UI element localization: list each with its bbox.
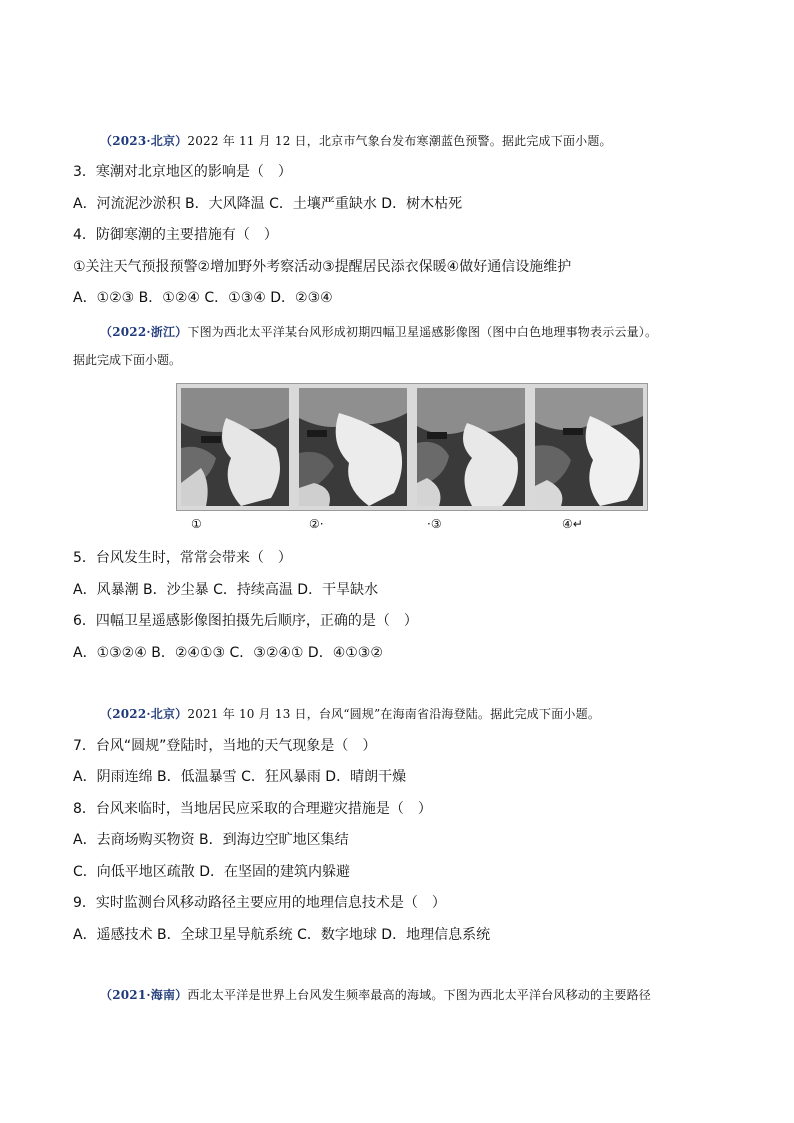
section4-source: （2021·海南）	[100, 988, 188, 1002]
figure-label-4: ④↵	[562, 517, 583, 531]
question-8-options-1: A．去商场购买物资 B．到海边空旷地区集结	[73, 832, 349, 848]
question-4-items: ①关注天气预报预警②增加野外考察活动③提醒居民添衣保暖④做好通信设施维护	[73, 259, 572, 275]
figure-label-1: ①	[191, 517, 202, 531]
section2-intro-text: 下图为西北太平洋某台风形成初期四幅卫星遥感影像图（图中白色地理事物表示云量）。	[187, 325, 658, 339]
section3-source: （2022·北京）	[100, 707, 188, 721]
section3-intro-text: 2021 年 10 月 13 日，台风“圆规”在海南省沿海登陆。据此完成下面小题。	[187, 707, 601, 721]
section4-intro-text: 西北太平洋是世界上台风发生频率最高的海域。下图为西北太平洋台风移动的主要路径	[187, 988, 651, 1002]
section2-source: （2022·浙江）	[100, 325, 188, 339]
question-9-options: A．遥感技术 B．全球卫星导航系统 C．数字地球 D．地理信息系统	[73, 927, 491, 943]
question-4: 4．防御寒潮的主要措施有（ ）	[73, 227, 278, 243]
satellite-image-4	[535, 388, 643, 506]
satellite-image-1	[181, 388, 289, 506]
section2-intro-cont: 据此完成下面小题。	[73, 353, 182, 367]
section1-intro	[100, 131, 612, 151]
section1-intro-text: 2022 年 11 月 12 日，北京市气象台发布寒潮蓝色预警。据此完成下面小题。	[187, 134, 612, 148]
section2-intro	[100, 322, 657, 342]
question-3-options: A．河流泥沙淤积 B．大风降温 C．土壤严重缺水 D．树木枯死	[73, 196, 463, 212]
question-8-options-2: C．向低平地区疏散 D．在坚固的建筑内躲避	[73, 864, 351, 880]
question-7-options: A．阴雨连绵 B．低温暴雪 C．狂风暴雨 D．晴朗干燥	[73, 769, 407, 785]
satellite-image-2	[299, 388, 407, 506]
question-8: 8．台风来临时，当地居民应采取的合理避灾措施是（ ）	[73, 801, 432, 817]
question-6-options: A．①③②④ B．②④①③ C．③②④① D．④①③②	[73, 645, 383, 661]
section1-source: （2023·北京）	[100, 134, 188, 148]
question-7: 7．台风“圆规”登陆时，当地的天气现象是（ ）	[73, 738, 377, 754]
question-9: 9．实时监测台风移动路径主要应用的地理信息技术是（ ）	[73, 895, 446, 911]
question-3: 3．寒潮对北京地区的影响是（ ）	[73, 164, 292, 180]
question-4-options: A．①②③ B．①②④ C．①③④ D．②③④	[73, 290, 333, 306]
question-5-options: A．风暴潮 B．沙尘暴 C．持续高温 D．干旱缺水	[73, 582, 379, 598]
question-5: 5．台风发生时，常常会带来（ ）	[73, 550, 292, 566]
question-6: 6．四幅卫星遥感影像图拍摄先后顺序，正确的是（ ）	[73, 613, 418, 629]
section4-intro	[100, 985, 651, 1005]
section3-intro	[100, 704, 600, 724]
satellite-image-strip	[176, 383, 648, 511]
figure-label-3: ·③	[427, 517, 442, 531]
figure-label-2: ②·	[309, 517, 324, 531]
satellite-image-3	[417, 388, 525, 506]
